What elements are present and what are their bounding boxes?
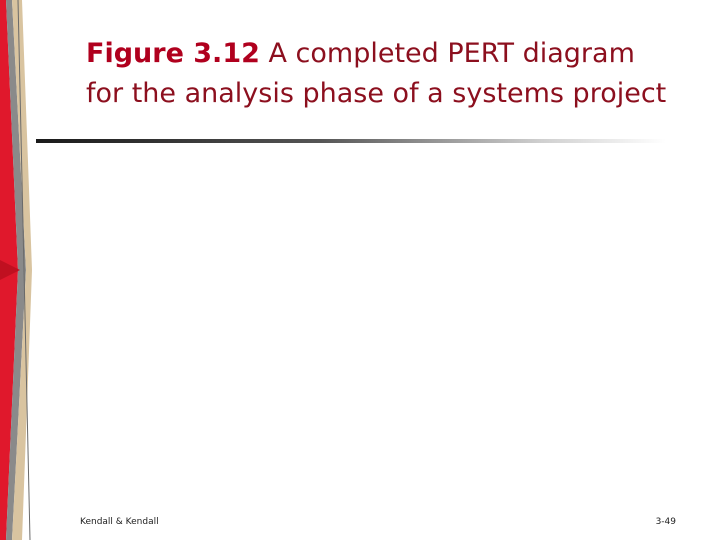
- figure-label: Figure 3.12: [86, 38, 260, 69]
- title-line-1: A completed PERT diagram: [268, 38, 635, 69]
- decorative-left-band: [0, 0, 34, 540]
- slide-title: [86, 34, 706, 114]
- title-divider: [36, 139, 666, 143]
- footer-page-number: 3-49: [655, 517, 676, 527]
- title-line-2: for the analysis phase of a systems project: [86, 78, 667, 109]
- footer-author: Kendall & Kendall: [80, 517, 159, 527]
